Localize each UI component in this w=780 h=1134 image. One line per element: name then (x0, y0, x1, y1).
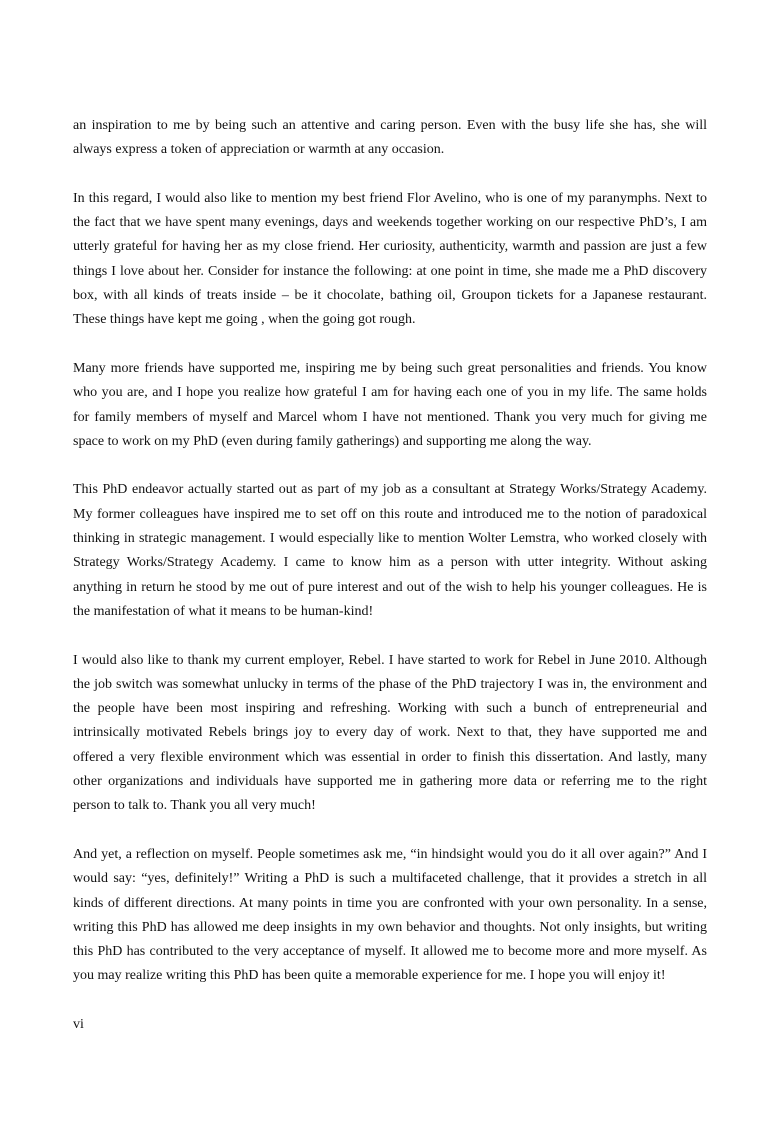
paragraph (73, 187, 707, 333)
text-line: I would also like to thank my current employer, Rebel. I have started to work for Rebel in June 2010. Although (73, 652, 707, 668)
text-line: the people have been most inspiring and refreshing. Working with such a bunch of entrepreneurial and (73, 701, 707, 717)
text-line: an inspiration to me by being such an attentive and caring person. Even with the busy life she has, she will (73, 118, 707, 133)
text-line: other organizations and individuals have supported me in gathering more data or referring me to the right (73, 774, 707, 790)
text-line: things I love about her. Consider for instance the following: at one point in time, she made me a PhD discovery (73, 263, 707, 279)
text-line: utterly grateful for having her as my close friend. Her curiosity, authenticity, warmth and passion are just a few (73, 239, 707, 255)
text-line: This PhD endeavor actually started out as part of my job as a consultant at Strategy Works/Strategy Academy. (73, 482, 707, 498)
text-line: Strategy Works/Strategy Academy. I came to know him as a person with utter integrity. Without asking (73, 555, 707, 571)
paragraph (73, 114, 707, 163)
text-line: box, with all kinds of treats inside – be it chocolate, bathing oil, Groupon tickets for a Japanese restaurant. (73, 288, 707, 304)
text-line: the fact that we have spent many evenings, days and weekends together working on our respective PhD’s, I am (73, 215, 707, 231)
text-line: writing this PhD has allowed me deep insights in my own behavior and thoughts. Not only insights, but writing (73, 919, 707, 935)
paragraph (73, 649, 707, 819)
text-line: this PhD has contributed to the very acceptance of myself. It allowed me to become more and more myself. As (73, 944, 707, 960)
text-line: would say: “yes, definitely!” Writing a PhD is such a multifaceted challenge, that it provides a stretch in all (73, 871, 707, 887)
paragraph (73, 843, 707, 989)
paragraph (73, 478, 707, 624)
text-line: space to work on my PhD (even during family gatherings) and supporting me along the way. (73, 433, 592, 449)
text-line: thinking in strategic management. I would especially like to mention Wolter Lemstra, who worked closely with (73, 531, 707, 547)
text-line: intrinsically motivated Rebels brings joy to every day of work. Next to that, they have supported me and (73, 725, 707, 741)
text-line: the manifestation of what it means to be human-kind! (73, 603, 374, 619)
text-line: who you are, and I hope you realize how grateful I am for having each one of you in my life. The same holds (73, 385, 707, 401)
text-line: for family members of myself and Marcel whom I have not mentioned. Thank you very much for giving me (73, 409, 707, 425)
text-line: you may realize writing this PhD has been quite a memorable experience for me. I hope you will enjoy it! (73, 968, 666, 984)
page-number: vi (73, 1016, 84, 1032)
text-line: Many more friends have supported me, inspiring me by being such great personalities and friends. You know (73, 360, 707, 376)
text-line: These things have kept me going , when the going got rough. (73, 312, 416, 328)
text-line: the job switch was somewhat unlucky in terms of the phase of the PhD trajectory I was in, the environment and (73, 676, 707, 692)
document-page (73, 114, 707, 1037)
text-line: kinds of different directions. At many points in time you are confronted with your own personality. In a sense, (73, 895, 707, 911)
text-line: anything in return he stood by me out of pure interest and out of the wish to help his younger colleagues. He is (73, 579, 707, 595)
text-line: always express a token of appreciation or warmth at any occasion. (73, 142, 445, 158)
text-line: In this regard, I would also like to mention my best friend Flor Avelino, who is one of my paranymphs. Next to (73, 190, 707, 206)
text-line: My former colleagues have inspired me to set off on this route and introduced me to the notion of paradoxical (73, 506, 707, 522)
text-line: person to talk to. Thank you all very much! (73, 798, 316, 814)
paragraph (73, 357, 707, 454)
text-line: And yet, a reflection on myself. People sometimes ask me, “in hindsight would you do it all over again?” And I (73, 846, 707, 862)
text-line: offered a very flexible environment which was essential in order to finish this dissertation. And lastly, many (73, 749, 707, 765)
